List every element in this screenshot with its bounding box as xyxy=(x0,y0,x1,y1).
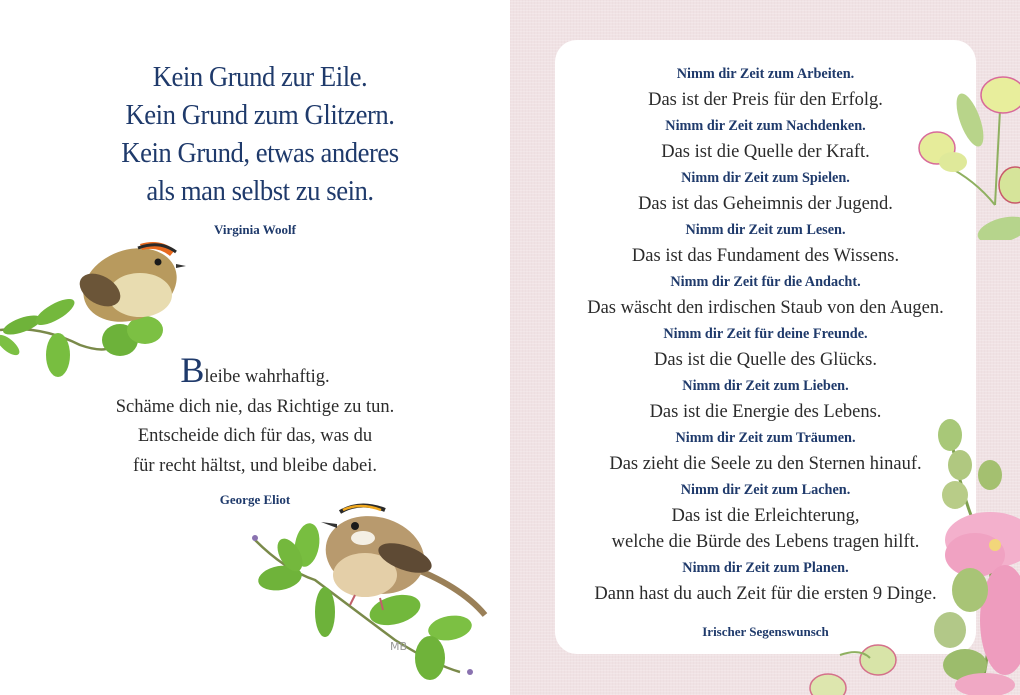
poem-line: Das ist das Geheimnis der Jugend. xyxy=(638,194,893,214)
poem-line: Das wäscht den irdischen Staub von den Augen. xyxy=(587,298,944,318)
quote-line: für recht hältst, und bleibe dabei. xyxy=(132,455,377,476)
artist-signature: MB xyxy=(390,640,408,653)
poem-line: Das ist die Quelle der Kraft. xyxy=(661,142,870,162)
poem-heading: Nimm dir Zeit für die Andacht. xyxy=(670,274,861,290)
poem-line: welche die Bürde des Lebens tragen hilft. xyxy=(611,532,920,552)
poem-line: Das ist der Preis für den Erfolg. xyxy=(648,90,883,110)
quote-line: Kein Grund zum Glitzern. xyxy=(125,99,395,131)
poem-heading: Nimm dir Zeit zum Arbeiten. xyxy=(676,66,855,82)
poem-line: Das ist die Erleichterung, xyxy=(671,506,860,526)
poem-line: Das ist das Fundament des Wissens. xyxy=(631,246,900,266)
poem-heading: Nimm dir Zeit zum Spielen. xyxy=(681,170,850,186)
poem-source: Irischer Segenswunsch xyxy=(702,624,829,639)
poem-line: Dann hast du auch Zeit für die ersten 9 Dinge. xyxy=(594,584,937,604)
author-woolf: Virginia Woolf xyxy=(214,222,296,237)
poem-heading: Nimm dir Zeit zum Lachen. xyxy=(680,482,851,498)
poem-heading: Nimm dir Zeit zum Nachdenken. xyxy=(665,118,866,134)
poem-heading: Nimm dir Zeit zum Träumen. xyxy=(675,430,856,446)
poem-heading: Nimm dir Zeit zum Planen. xyxy=(682,560,849,576)
poem-line: Das zieht die Seele zu den Sternen hinauf. xyxy=(609,454,922,474)
pink-mallow-flower-icon xyxy=(800,410,1020,695)
drop-cap: B xyxy=(180,350,205,390)
poem-heading: Nimm dir Zeit zum Lesen. xyxy=(685,222,846,238)
quote-line: als man selbst zu sein. xyxy=(146,175,374,207)
poem-heading: Nimm dir Zeit für deine Freunde. xyxy=(663,326,868,342)
hellebore-flower-icon xyxy=(915,70,1020,240)
poem-line: Das ist die Quelle des Glücks. xyxy=(654,350,877,370)
quote-line: Kein Grund zur Eile. xyxy=(152,61,368,93)
poem-heading: Nimm dir Zeit zum Lieben. xyxy=(682,378,849,394)
quote-line: leibe wahrhaftig. xyxy=(204,367,330,387)
quote-woolf xyxy=(94,58,425,210)
goldcrest-bird-icon xyxy=(245,500,495,690)
quote-eliot xyxy=(70,350,440,481)
poem-line: Das ist die Energie des Lebens. xyxy=(649,402,882,422)
quote-line: Kein Grund, etwas anderes xyxy=(121,137,399,169)
author-eliot: George Eliot xyxy=(219,492,291,507)
quote-line: Schäme dich nie, das Richtige zu tun. xyxy=(115,396,395,417)
quote-line: Entscheide dich für das, was du xyxy=(137,426,373,446)
